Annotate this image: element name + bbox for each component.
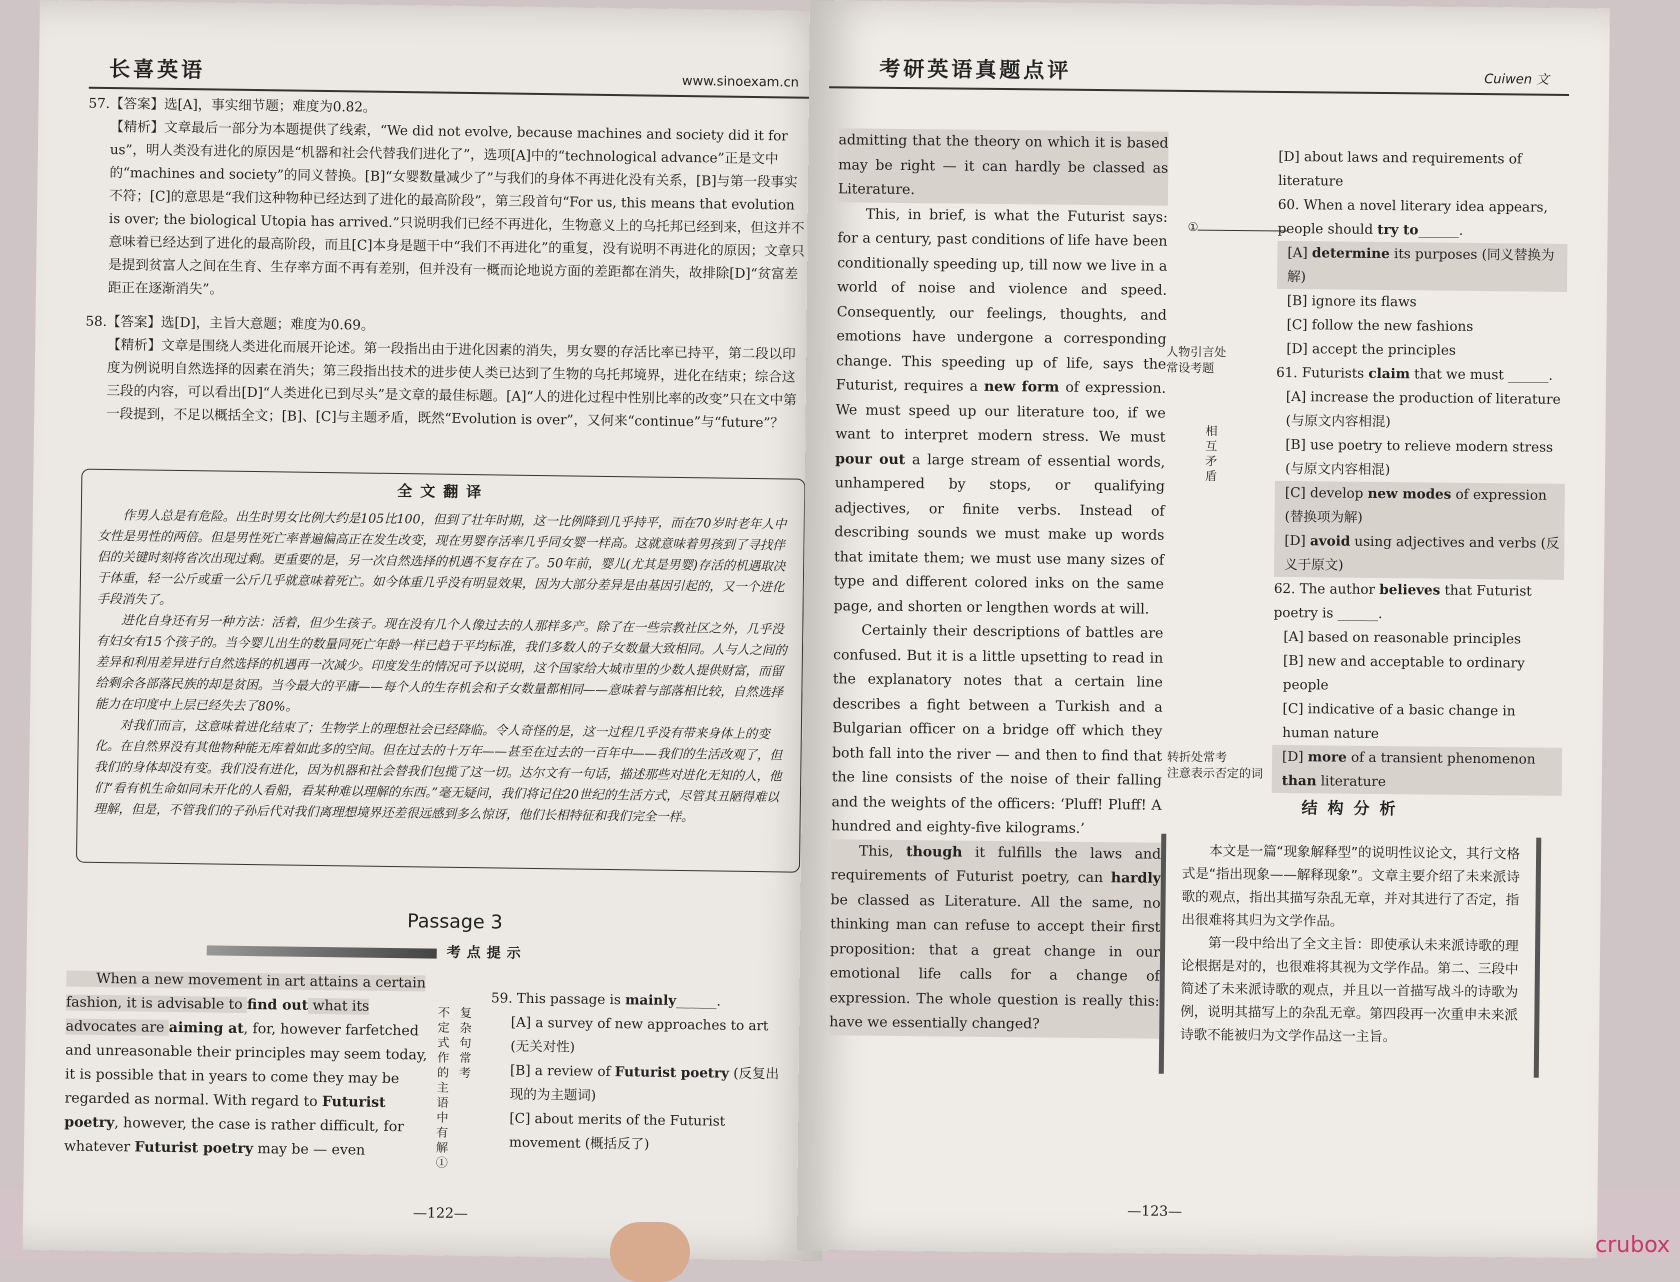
- note-quote-line2: 常设考题: [1166, 360, 1215, 376]
- note-circle: ①: [1187, 219, 1199, 235]
- passage-keyword: aiming at: [168, 1019, 244, 1037]
- q59-stem-text: 59. This passage is: [490, 990, 626, 1009]
- passage-keyword: hardly: [1110, 870, 1161, 887]
- q61-option-d: [1274, 529, 1564, 580]
- passage-paragraph: [829, 839, 1161, 1038]
- right-page: [797, 0, 1610, 1258]
- q62-option-d-text2: of a transient phenomenon: [1346, 749, 1536, 768]
- thumb: [610, 1222, 690, 1282]
- q59-blank: ______.: [675, 992, 722, 1010]
- q61-stem-text: 61. Futurists: [1276, 364, 1369, 382]
- q61-keyword: claim: [1368, 365, 1411, 383]
- q62-stem: [1273, 577, 1563, 628]
- q60-option-a-note: its purposes (同义替换为解): [1287, 246, 1555, 286]
- q60-option-c: [C] follow the new fashions: [1286, 317, 1474, 335]
- q59-option-d: [D] about laws and requirements of literature: [1278, 148, 1522, 190]
- note-quote: [1166, 344, 1226, 377]
- side-note-complex: 复杂句常考: [458, 1005, 473, 1081]
- passage-segment: what its advocates are: [65, 997, 370, 1036]
- passage-segment: , for, however farfetched and unreasonable their principles may seem today, it is possible that in years to come they may be regarded as normal. With regard to: [64, 1020, 428, 1111]
- q60-blank: ______.: [1418, 222, 1464, 239]
- q62-option-d-keyword: more: [1307, 749, 1347, 766]
- q59-option-c: [C] about merits of the Futurist movement (概括反了): [508, 1110, 726, 1153]
- q60-option-d: [D] accept the principles: [1286, 341, 1456, 359]
- q61-stem: [1276, 361, 1566, 388]
- connector-line: [1198, 226, 1288, 235]
- passage-paragraph: admitting that the theory on which it is based may be right — it can hardly be classed as Literature.: [838, 128, 1169, 205]
- right-page-number: —123—: [1127, 1203, 1183, 1220]
- right-header: [829, 50, 1569, 96]
- q62-option-c: [C] indicative of a basic change in human nature: [1282, 700, 1516, 742]
- passage-paragraph: [834, 202, 1168, 622]
- note-turn-line1: 转折处常考: [1167, 749, 1228, 765]
- q59-section: [489, 986, 791, 1158]
- q59-option-b: [490, 1058, 791, 1110]
- q59-option-a: [A] a survey of new approaches to art (无关对性): [510, 1014, 769, 1056]
- q61-option-c-text: [C] develop: [1284, 485, 1368, 502]
- q57-analysis: 【精析】文章最后一部分为本题提供了线索，“We did not evolve, because machines and society did it for us”，明人类没有进化的原因是“机器和社会代替我们进化了”，选项[A]中的“technological advance”正是文中的“machines and society”的同义替换。[B]“女婴数量减少了”与我们的身体不再进化没有关系，[B]与第一段事实不符；[C]的意思是“我们这种物种已经达到了进化的最高阶段”，第三段首句“For us, this means that evolution is over; the biological Utopia has arrived.”只说明我们已经不再进化，生物意义上的乌托邦已经到来，但这并不意味着已经达到了进化的最高阶段，而且[C]本身是题干中“我们不再进化”的重复，没有说明不再进化的原因；文章只是提到贫富人之间在生育、生存率方面不再有差别，但并没有一概而论地说方面的差距都在消失，故排除[D]“贫富差距正在逐渐消失”。: [107, 118, 805, 298]
- q58-answer: 58.【答案】选[D]，主旨大意题；难度为0.69。: [85, 313, 375, 334]
- passage-segment: be classed as Literature. All the same, no thinking man can refuse to accept their first proposition: that a great change in our emotional life calls for a change of expression. The whole question is really this: have we essentially changed?: [829, 891, 1161, 1033]
- passage-keyword: Futurist poetry: [134, 1139, 254, 1158]
- q57-section: [86, 93, 809, 310]
- questions-section: [1272, 145, 1569, 796]
- q62-stem-text: 62. The author: [1273, 580, 1380, 598]
- q61-option-d-note: using adjectives and verbs (反义于原文): [1284, 533, 1560, 574]
- q61-option-d-keyword: avoid: [1309, 533, 1351, 550]
- left-page: [23, 0, 840, 1261]
- structure-body: [1180, 840, 1522, 1051]
- q60-option-a: [1277, 241, 1567, 292]
- q58-analysis: 【精析】文章是围绕人类进化而展开论述。第一段指出由于进化因素的消失，男女婴的存活比率已持平，第二段以印度为例说明自然选择的因素在消失；第三段指出技术的进步使人类已达到了生物的乌托邦境界，进化在结束；综合这三段的内容，可以看出[D]“人类进化已到尽头”是文章的最佳标题。[A]“人的进化过程中性别比率的改变”只在文中第一段提到，不足以概括全文；[B]、[C]与主题矛盾，既然“Evolution is over”，又何来“continue”与“future”？: [106, 336, 797, 432]
- q60-stem-text: 60. When a novel literary idea appears, people should: [1277, 196, 1548, 238]
- structure-title: 结构分析: [1301, 798, 1406, 819]
- q57-answer: 57.【答案】选[A]，事实细节题；难度为0.82。: [88, 95, 377, 116]
- q60-option-b: [B] ignore its flaws: [1286, 293, 1417, 311]
- q60-option-a-keyword: determine: [1311, 245, 1390, 263]
- q61-option-c-keyword: new modes: [1367, 485, 1452, 503]
- note-turn: [1167, 749, 1263, 782]
- passage-keyword: pour out: [835, 450, 906, 468]
- passage-segment: may be — even: [252, 1141, 366, 1159]
- q58-section: [84, 311, 806, 436]
- q62-option-d-text3: literature: [1316, 773, 1386, 791]
- passage-title: Passage 3: [407, 910, 503, 934]
- passage-keyword: though: [906, 843, 963, 861]
- q62-option-b: [B] new and acceptable to ordinary people: [1282, 652, 1525, 694]
- watermark: crubox: [1595, 1233, 1670, 1258]
- q61-option-c: [1274, 481, 1564, 532]
- q62-option-d-keyword2: than: [1281, 772, 1317, 790]
- note-contradict: 相互矛盾: [1204, 424, 1218, 484]
- q60-keyword: try to: [1377, 221, 1419, 239]
- q59-keyword: mainly: [625, 992, 677, 1009]
- translation-paragraph: 作男人总是有危险。出生时男女比例大约是105比100，但到了壮年时期，这一比例降到几乎持平，而在70岁时老年人中女性是男性的两倍。但是男性死亡率普遍偏高正在发生改变，现在男婴存活率几乎同女婴一样高。这就意味着男孩到了寻找伴侣的关键时刻将省次出现过剩。更重要的是，另一次自然选择的机遇不复存在了。50年前，婴儿(尤其是男婴)存活的机遇取决于体重，轻一公斤或重一公斤几乎就意味着死亡。如今体重几乎没有明显效果，因为大部分差异是由基因引起的，又一个进化手段消失了。: [96, 507, 787, 607]
- right-header-title: 考研英语真题点评: [879, 55, 1072, 83]
- q61-option-d-text: [D]: [1284, 532, 1311, 550]
- translation-body: [94, 504, 792, 829]
- passage-text: [64, 966, 437, 1163]
- q62-blank: that Futurist poetry is ______.: [1273, 582, 1532, 623]
- translation-box: [76, 469, 805, 873]
- passage-segment: This,: [859, 843, 907, 860]
- structure-paragraph: 本文是一篇“现象解释型”的说明性议论文，其行文格式是“指出现象——解释现象”。文章主要介绍了未来派诗歌的观点，指出其描写杂乱无章，并对其进行了否定，指出很难将其归为文学作品。: [1181, 843, 1521, 930]
- passage-segment: , however, the case is rather difficult, for whatever: [63, 1115, 405, 1156]
- tips-title: 考点提示: [446, 944, 527, 962]
- translation-title: 全文翻译: [397, 482, 490, 502]
- right-header-logo: Cuiwen 文: [1484, 72, 1550, 88]
- q62-option-d-text: [D]: [1282, 748, 1308, 766]
- passage-segment: it fulfills the laws and requirements of Futurist poetry, can: [830, 844, 1162, 887]
- passage-keyword: find out: [247, 996, 309, 1014]
- q61-option-c-note: of expression (替换项为解): [1284, 486, 1547, 526]
- structure-paragraph: 第一段中给出了全文主旨：即使承认未来派诗歌的理论根据是对的，也很难将其视为文学作品。第二、三段中简述了未来派诗歌的观点，并且以一首描写战斗的诗歌为例，说明其描写上的杂乱无章。第四段再一次重申未来派诗歌不能被归为文学作品这一主旨。: [1180, 935, 1519, 1046]
- q60-option-a-text: [A]: [1287, 245, 1313, 262]
- translation-paragraph: 进化自身还有另一种方法：活着，但少生孩子。现在没有几个人像过去的人那样多产。除了在一些宗教社区之外，几乎没有妇女有15个孩子的。当今婴儿出生的数量同死亡年龄一样已趋于平均标准，我们多数人的子女数量大致相同。人与人之间的差异和利用差异进行自然选择的机遇再一次减少。印度发生的情况可予以说明，这个国家给大城市里的少数人提供财富，而留给剩余各部落民族的却是贫困。当今最大的平庸——每个人的生存机会和子女数量都相同——意味着与部落相比较，自然选择能力在印度中上层已经失去了80%。: [95, 612, 788, 714]
- passage-continued: [829, 128, 1168, 1038]
- side-note-infinitive: 不定式作的主语中有解①: [435, 1005, 451, 1170]
- q60-stem: [1278, 193, 1568, 244]
- passage-keyword: Futurist poetry: [64, 1094, 386, 1132]
- q59-option-b-text: [B] a review of: [509, 1062, 615, 1081]
- q62-option-a: [A] based on reasonable principles: [1283, 628, 1522, 648]
- q59-option-b-keyword: Futurist poetry: [614, 1064, 730, 1082]
- note-quote-line1: 人物引言处: [1166, 344, 1227, 360]
- tips-bar: [207, 945, 437, 958]
- left-header: [89, 51, 819, 99]
- q61-blank: that we must ______.: [1409, 366, 1553, 384]
- note-turn-line2: 注意表示否定的词: [1166, 765, 1264, 781]
- passage-segment: When a new movement in art attains a certain fashion, it is advisable to: [65, 970, 426, 1013]
- translation-paragraph: 对我们而言，这意味着进化结束了；生物学上的理想社会已经降临。令人奇怪的是，这一过程几乎没有带来身体上的变化。在自然界没有其他物种能无库着如此多的空间。但在过去的十万年——甚至在过去的一百年中——我们的生活改观了，但我们的身体却没有变。我们没有进化，因为机器和社会替我们包揽了这一切。达尔文有一句话，描述那些对进化无知的人，他们“看有机生命如同未开化的人看船，看某种难以理解的东西。”毫无疑问，我们将记住20世纪的生活方式，尽管其丑陋得难以理解，但是，不管我们的子孙后代对我们离理想境界还差很远感到多么惊讶，他们长相特征和我们完全一样。: [93, 717, 783, 825]
- q61-option-b: [B] use poetry to relieve modern stress (与原文内容相混): [1285, 437, 1554, 479]
- passage-segment: a large stream of essential words, unhampered by stops, or qualifying adjectives, or finite verbs. Instead of describing sounds we must make up words that imitate them; we must use many sizes of type and different colored inks on the same page, and shorten or lengthen words at will.: [833, 451, 1166, 618]
- passage-keyword: new form: [983, 378, 1060, 396]
- q62-option-d: [1272, 745, 1562, 796]
- left-header-url: www.sinoexam.cn: [681, 73, 800, 91]
- left-page-number: —122—: [412, 1205, 468, 1223]
- q62-keyword: believes: [1379, 581, 1441, 599]
- structure-box: [1159, 834, 1541, 1078]
- passage-paragraph: Certainly their descriptions of battles are confused. But it is a little upsetting to read in the explanatory notes that a certain line describes a fight between a Turkish and a Bulgarian officer on a bridge off which they both fall into the river — and then to find that the line consists of the noise of their falling and the weights of the officers: ‘Pluff! Pluff! A hundred and eighty-five kilograms.’: [831, 622, 1164, 837]
- passage-segment: of expression. We must speed up our literature too, if we want to interpret modern stress. We must: [835, 379, 1167, 446]
- passage-segment: This, in brief, is what the Futurist says: for a century, past conditions of life have been conditionally speeding up, till now we live in a world of noise and violence and speed. Consequently, our feelings, thoughts, and emotions have undergone a corresponding change. This speeding up of life, says the Futurist, requires a: [835, 206, 1168, 395]
- q61-option-a: [A] increase the production of literature (与原文内容相混): [1285, 389, 1561, 431]
- left-header-title: 长喜英语: [108, 55, 206, 83]
- q59-option-b-note: (反复出现的为主题词): [509, 1065, 780, 1104]
